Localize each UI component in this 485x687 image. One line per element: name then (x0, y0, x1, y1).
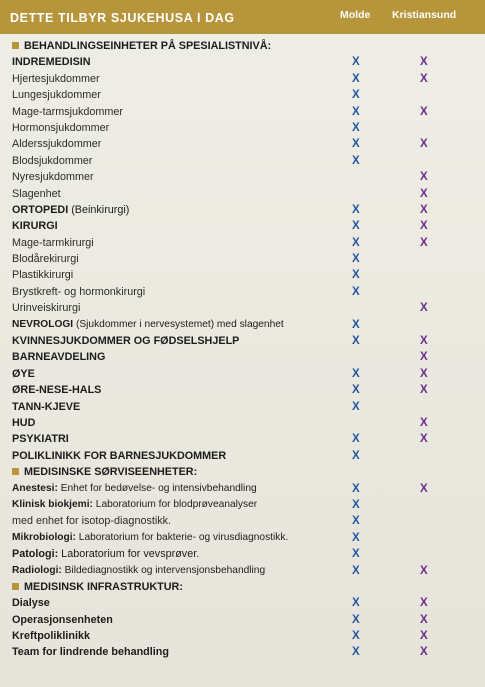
row-label (12, 169, 94, 185)
row-label (12, 120, 109, 136)
row-label (12, 235, 94, 251)
row-label-text: HUD (12, 416, 36, 429)
kristiansund-mark: X (420, 646, 428, 659)
molde-mark: X (352, 613, 360, 626)
table-row (0, 399, 485, 415)
row-label-text: Klinisk biokjemi: (12, 498, 93, 510)
row-label-text: Nyresjukdommer (12, 171, 94, 184)
table-row (0, 54, 485, 70)
row-label (12, 530, 288, 546)
row-label-text: ØYE (12, 367, 35, 380)
row-label (12, 644, 169, 660)
kristiansund-mark: X (420, 482, 428, 495)
table-row (0, 202, 485, 218)
kristiansund-mark: X (420, 236, 428, 249)
table-row (0, 333, 485, 349)
row-label (12, 628, 90, 644)
table-row (0, 251, 485, 267)
table-row (0, 644, 485, 660)
table-row (0, 104, 485, 120)
section-heading (12, 38, 271, 54)
table-row (0, 546, 485, 562)
row-label (12, 218, 58, 234)
kristiansund-mark: X (420, 351, 428, 364)
table-row (0, 267, 485, 283)
row-label-text: Hormonsjukdommer (12, 121, 110, 134)
row-label-text: NEVROLOGI (12, 318, 74, 330)
row-label (12, 366, 35, 382)
molde-mark: X (352, 89, 360, 102)
row-label (12, 563, 265, 579)
kristiansund-mark: X (420, 72, 428, 85)
table-row (0, 448, 485, 464)
row-label-text: Plastikkirurgi (12, 269, 74, 282)
table-row (0, 317, 485, 333)
molde-mark: X (352, 646, 360, 659)
molde-mark: X (352, 548, 360, 561)
molde-mark: X (352, 367, 360, 380)
row-label-text: PSYKIATRI (12, 433, 69, 446)
molde-mark: X (352, 56, 360, 69)
molde-mark: X (352, 138, 360, 151)
kristiansund-mark: X (420, 335, 428, 348)
row-label-text: Mikrobiologi: (12, 531, 76, 543)
row-label-text: TANN-KJEVE (12, 400, 81, 413)
row-label-text: Mage-tarmsjukdommer (12, 105, 123, 118)
square-bullet-icon (12, 468, 19, 475)
row-label-text: Blodsjukdommer (12, 154, 93, 167)
row-label (12, 54, 91, 70)
table-row (0, 382, 485, 398)
square-bullet-icon (12, 42, 19, 49)
row-label-text: Hjertesjukdommer (12, 72, 100, 85)
molde-mark: X (352, 482, 360, 495)
kristiansund-mark: X (420, 564, 428, 577)
row-label (12, 136, 101, 152)
row-label (12, 382, 101, 398)
kristiansund-mark: X (420, 220, 428, 233)
row-label-text: INDREMEDISIN (12, 56, 91, 69)
table-row (0, 284, 485, 300)
kristiansund-mark: X (420, 105, 428, 118)
row-label (12, 349, 105, 365)
row-label-description: Laboratorium for vevsprøver. (58, 548, 200, 561)
section-heading-row (0, 464, 485, 480)
kristiansund-mark: X (420, 433, 428, 446)
kristiansund-mark: X (420, 56, 428, 69)
kristiansund-mark: X (420, 613, 428, 626)
kristiansund-mark: X (420, 384, 428, 397)
kristiansund-mark: X (420, 171, 428, 184)
column-header-kristiansund: Kristiansund (392, 9, 457, 21)
row-label-text: BEHANDLINGSEINHETER PÅ SPESIALISTNIVÅ: (24, 40, 272, 52)
table-header (0, 0, 485, 34)
row-label (12, 431, 69, 447)
kristiansund-mark: X (420, 138, 428, 151)
table-row (0, 612, 485, 628)
kristiansund-mark: X (420, 597, 428, 610)
row-label-description: (Beinkirurgi) (68, 203, 130, 216)
row-label-description: Bildediagnostikk og intervensjonsbehandling (61, 564, 266, 576)
molde-mark: X (352, 318, 360, 331)
row-label (12, 202, 129, 218)
row-label (12, 595, 50, 611)
molde-mark: X (352, 121, 360, 134)
table-row (0, 530, 485, 546)
column-header-molde: Molde (340, 9, 371, 21)
row-label-text: Blodårekirurgi (12, 253, 79, 266)
table-row (0, 235, 485, 251)
kristiansund-mark: X (420, 367, 428, 380)
row-label (12, 546, 199, 562)
row-label-text: Patologi: (12, 548, 59, 561)
row-label (12, 71, 100, 87)
section-heading-row (0, 38, 485, 54)
molde-mark: X (352, 498, 360, 511)
kristiansund-mark: X (420, 302, 428, 315)
section-heading-row (0, 579, 485, 595)
molde-mark: X (352, 531, 360, 544)
molde-mark: X (352, 433, 360, 446)
table-row (0, 415, 485, 431)
row-label-description: Laboratorium for bakterie- og virusdiagnostikk. (75, 531, 289, 543)
row-label-text: BARNEAVDELING (12, 351, 106, 364)
molde-mark: X (352, 515, 360, 528)
row-label-text: Brystkreft- og hormonkirurgi (12, 285, 146, 298)
table-row (0, 349, 485, 365)
molde-mark: X (352, 285, 360, 298)
row-label-text: Kreftpoliklinikk (12, 630, 90, 643)
molde-mark: X (352, 449, 360, 462)
row-label (12, 317, 284, 333)
molde-mark: X (352, 597, 360, 610)
row-label (12, 186, 61, 202)
table-row (0, 628, 485, 644)
table-row (0, 497, 485, 513)
row-label-text: Alderssjukdommer (12, 138, 102, 151)
molde-mark: X (352, 630, 360, 643)
row-label (12, 300, 80, 316)
kristiansund-mark: X (420, 203, 428, 216)
table-row (0, 563, 485, 579)
molde-mark: X (352, 220, 360, 233)
row-label-text: Lungesjukdommer (12, 89, 101, 102)
table-row (0, 366, 485, 382)
row-label-text: KIRURGI (12, 220, 58, 233)
row-label (12, 399, 80, 415)
row-label-text: KVINNESJUKDOMMER OG FØDSELSHJELP (12, 335, 240, 348)
row-label (12, 333, 239, 349)
row-label (12, 415, 35, 431)
table-row (0, 120, 485, 136)
table-row (0, 186, 485, 202)
molde-mark: X (352, 105, 360, 118)
table-row (0, 71, 485, 87)
row-label-text: Anestesi: (12, 482, 58, 494)
row-label-text: ØRE-NESE-HALS (12, 384, 102, 397)
row-label-text: Urinveiskirurgi (12, 302, 81, 315)
kristiansund-mark: X (420, 416, 428, 429)
row-label (12, 267, 73, 283)
row-label (12, 104, 123, 120)
table-row (0, 87, 485, 103)
row-label (12, 87, 101, 103)
row-label-text: Team for lindrende behandling (12, 646, 169, 659)
row-label-text: Operasjonsenheten (12, 613, 113, 626)
molde-mark: X (352, 384, 360, 397)
molde-mark: X (352, 72, 360, 85)
row-label (12, 481, 257, 497)
row-label-text: Mage-tarmkirurgi (12, 236, 94, 249)
table-row (0, 595, 485, 611)
square-bullet-icon (12, 583, 19, 590)
molde-mark: X (352, 564, 360, 577)
table-row (0, 153, 485, 169)
row-label-text: POLIKLINIKK FOR BARNESJUKDOMMER (12, 449, 227, 462)
molde-mark: X (352, 269, 360, 282)
table-row (0, 300, 485, 316)
molde-mark: X (352, 253, 360, 266)
row-label (12, 612, 113, 628)
table-row (0, 481, 485, 497)
row-label-text: Slagenhet (12, 187, 61, 200)
section-heading (12, 579, 183, 595)
row-label (12, 448, 226, 464)
row-label-text: ORTOPEDI (12, 203, 69, 216)
row-label-description: Laboratorium for blodprøveanalyser (92, 498, 258, 510)
row-label-description: Enhet for bedøvelse- og intensivbehandling (57, 482, 257, 494)
row-label-text: med enhet for isotop-diagnostikk. (12, 515, 172, 528)
row-label-text: Dialyse (12, 597, 50, 610)
row-label (12, 513, 171, 529)
row-label (12, 153, 92, 169)
molde-mark: X (352, 335, 360, 348)
row-label (12, 497, 257, 513)
row-label-text: MEDISINSK INFRASTRUKTUR: (24, 580, 183, 593)
table-row (0, 136, 485, 152)
kristiansund-mark: X (420, 630, 428, 643)
molde-mark: X (352, 236, 360, 249)
row-label-text: Radiologi: (12, 564, 62, 576)
section-heading (12, 464, 197, 480)
row-label-description: (Sjukdommer i nervesystemet) med slagenhet (73, 318, 284, 330)
service-table (0, 38, 485, 661)
molde-mark: X (352, 154, 360, 167)
table-row (0, 218, 485, 234)
molde-mark: X (352, 203, 360, 216)
molde-mark: X (352, 400, 360, 413)
row-label-text: MEDISINSKE SØRVISEENHETER: (24, 466, 198, 479)
table-row (0, 513, 485, 529)
kristiansund-mark: X (420, 187, 428, 200)
row-label (12, 251, 79, 267)
table-row (0, 431, 485, 447)
row-label (12, 284, 145, 300)
table-row (0, 169, 485, 185)
table-title: DETTE TILBYR SJUKEHUSA I DAG (10, 11, 235, 25)
